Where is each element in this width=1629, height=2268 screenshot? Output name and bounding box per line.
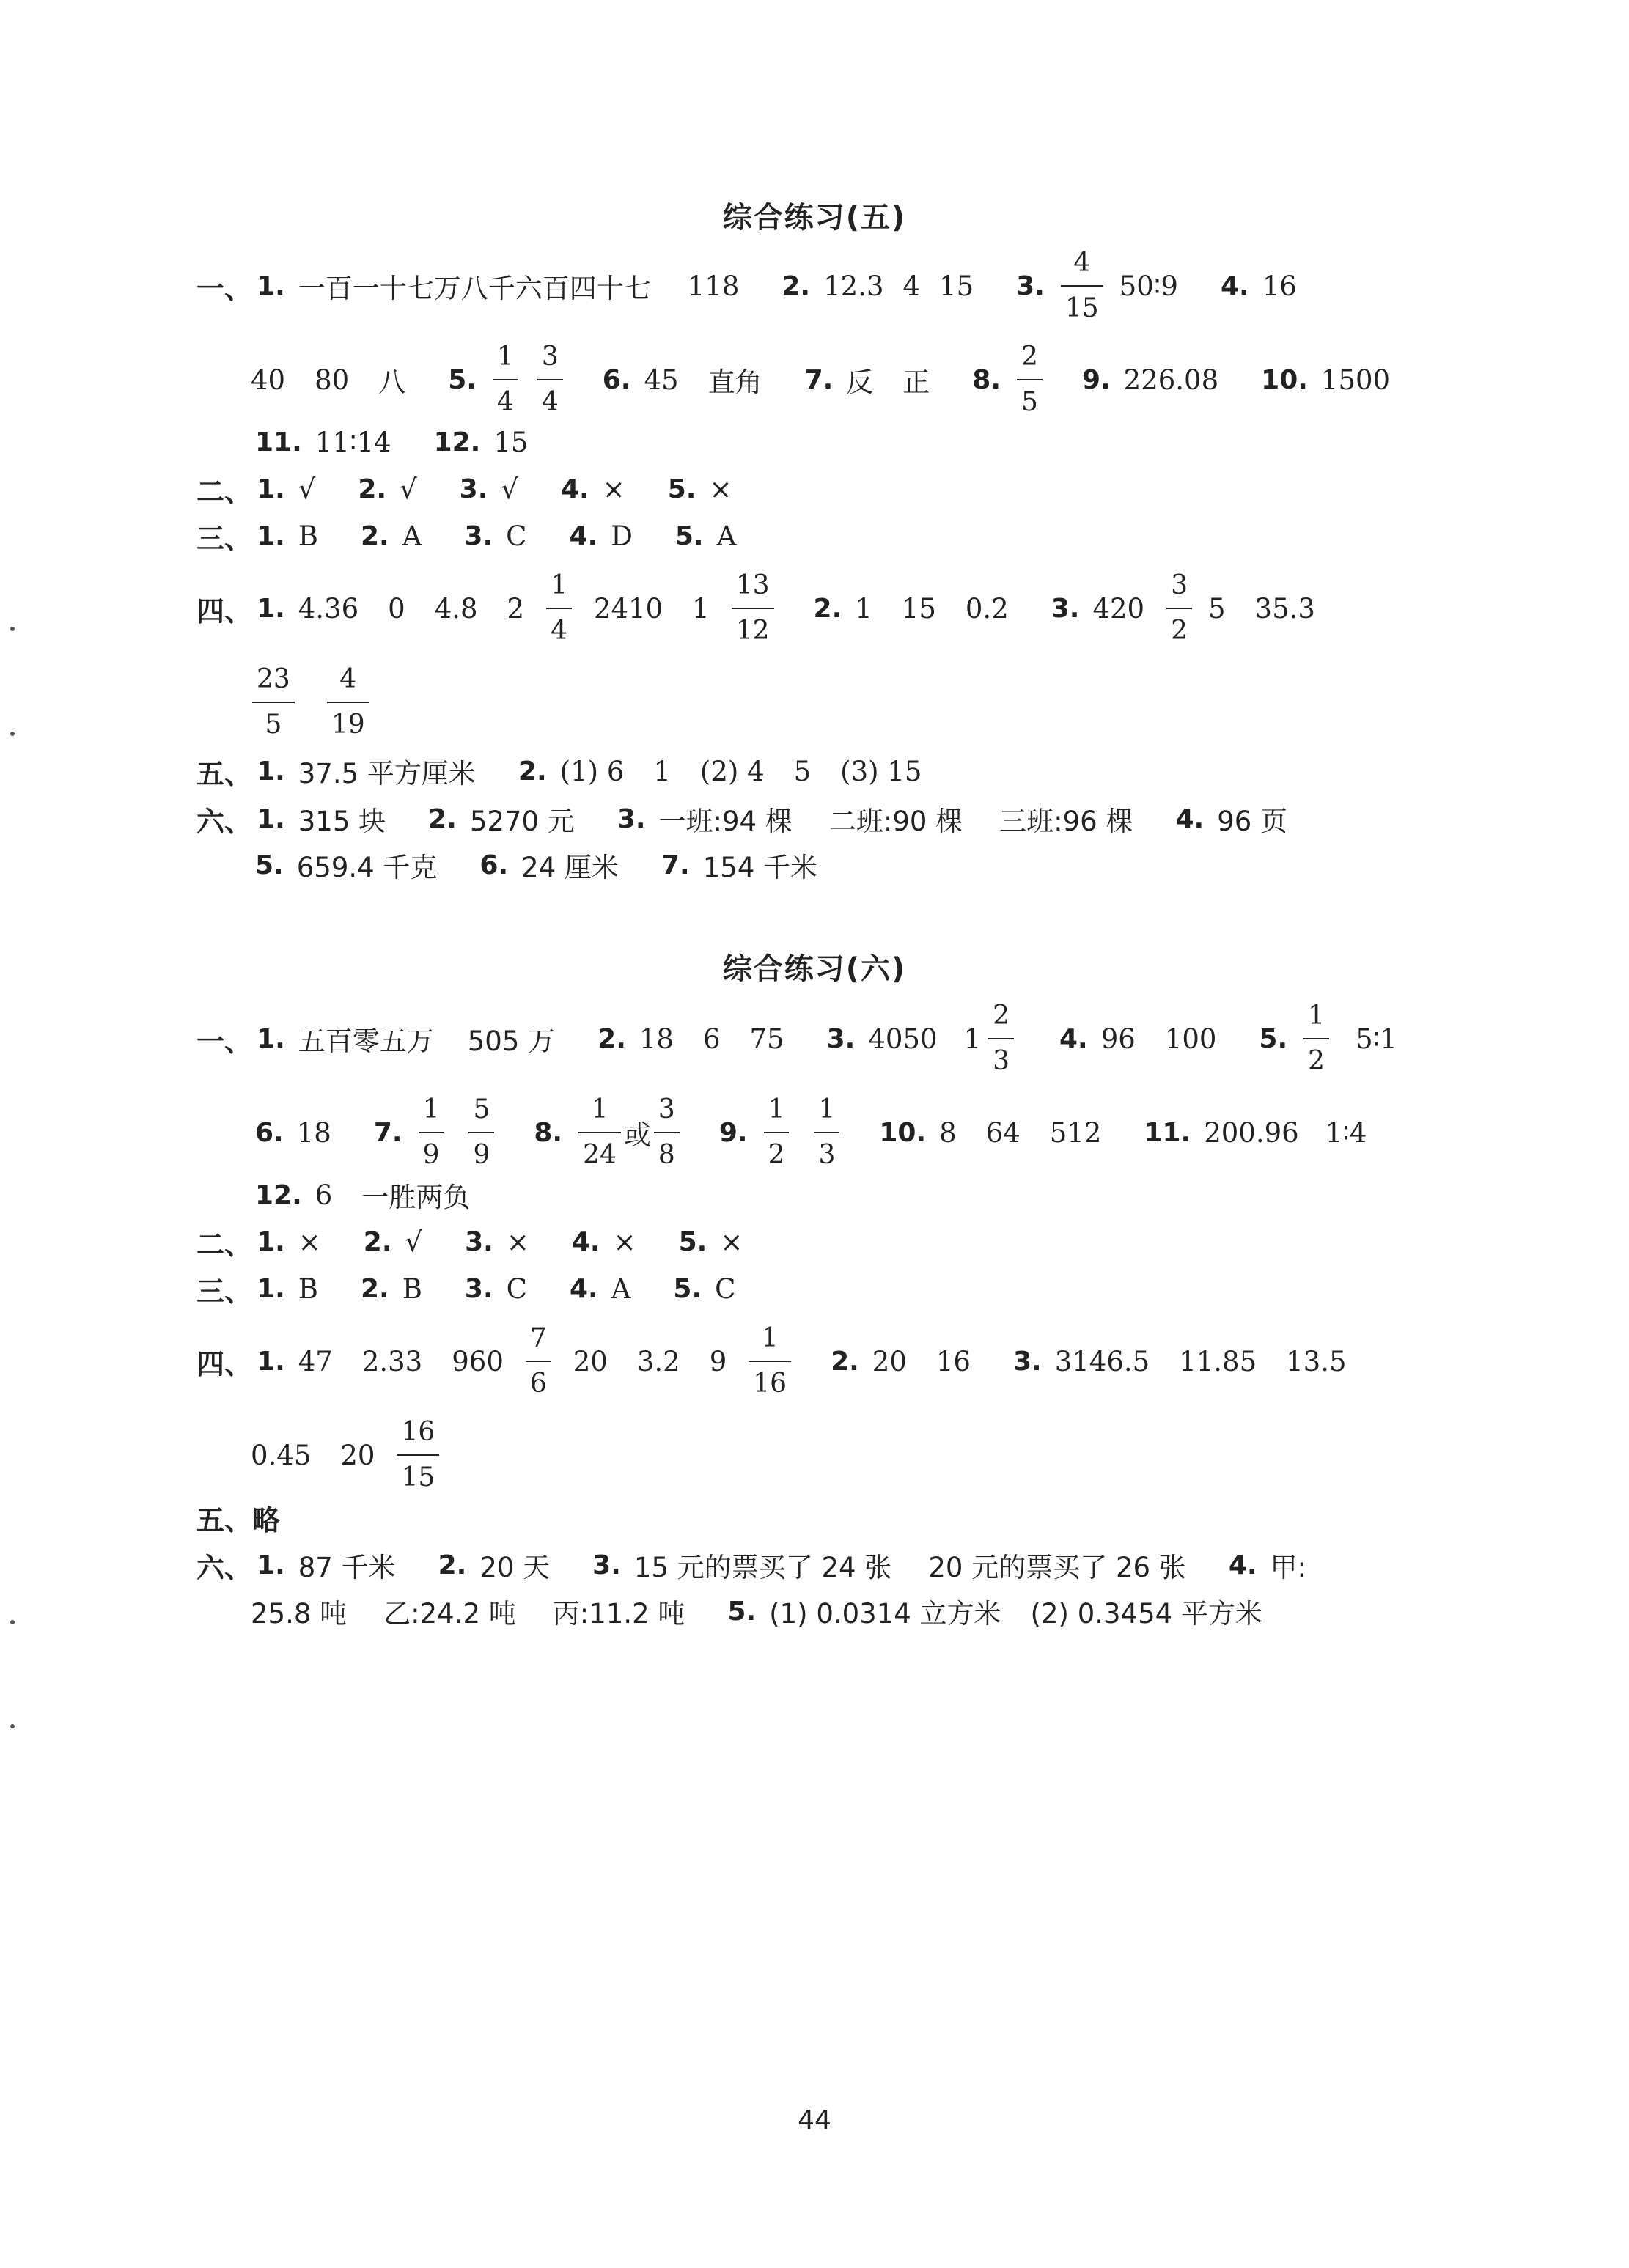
fraction: [546, 572, 572, 644]
fraction: [397, 1419, 439, 1491]
q-num: 5.: [673, 1273, 702, 1304]
answer: 13.5: [1286, 1345, 1347, 1377]
answer: C: [506, 520, 527, 552]
answer: 18: [639, 1023, 674, 1055]
answer: 6: [315, 1179, 333, 1211]
q-num: 5.: [674, 520, 704, 551]
q-num: 1.: [257, 756, 285, 787]
denominator: 4: [551, 616, 567, 646]
answer: 5: [1208, 592, 1226, 625]
part-label: 六、: [196, 1551, 253, 1584]
answer: 6: [702, 1023, 721, 1055]
numerator: 2: [1021, 342, 1038, 372]
or-word: 或: [623, 1119, 651, 1151]
s2-row-word-problems-cont: [251, 1589, 1281, 1633]
numerator: 2: [993, 1001, 1010, 1031]
q-num: 3.: [617, 803, 646, 834]
q-num: 3.: [1016, 270, 1045, 301]
answer: 80: [315, 364, 350, 396]
answer: 25.8 吨: [251, 1598, 348, 1630]
numerator: 1: [761, 1323, 779, 1353]
q-num: 1.: [257, 270, 285, 301]
q-num: 1.: [257, 803, 285, 834]
answer: 505 万: [467, 1026, 556, 1057]
q-num: 3.: [459, 474, 488, 504]
q-num: 5.: [1259, 1023, 1288, 1054]
part-label: 一、: [196, 272, 253, 305]
answer: 15: [901, 592, 936, 625]
answer: 20: [340, 1439, 375, 1471]
q-num: 8.: [972, 364, 1001, 395]
numerator: 7: [529, 1323, 547, 1353]
answer: 略: [252, 1503, 281, 1536]
part-label: 五、: [196, 757, 253, 790]
answer: 20 元的票买了 26 张: [928, 1552, 1186, 1583]
answer: 87 千米: [298, 1552, 396, 1583]
answer: 甲:: [1270, 1552, 1307, 1583]
q-num: 10.: [879, 1117, 927, 1148]
answer: 20 天: [479, 1552, 551, 1583]
answer: 0.45: [251, 1439, 312, 1471]
fraction: [327, 666, 369, 738]
q-num: 4.: [560, 474, 589, 504]
q-num: 1.: [257, 520, 285, 551]
answer: 4.36: [298, 592, 359, 625]
answer: 0.2: [965, 592, 1009, 625]
s2-row-choice: [196, 1267, 754, 1311]
part-label: 二、: [196, 475, 253, 508]
part-label: 三、: [196, 1275, 253, 1308]
answer: (2) 4: [699, 755, 765, 787]
answer: 丙:11.2 吨: [552, 1598, 685, 1630]
numerator: 4: [339, 664, 357, 694]
answer: 154 千米: [702, 852, 818, 883]
answer: (3) 15: [840, 755, 922, 787]
answer: 2.33: [361, 1345, 423, 1377]
answer: 16: [935, 1345, 971, 1377]
denominator: 8: [658, 1140, 675, 1170]
q-num: 4.: [571, 1226, 600, 1257]
answer: 一百一十七万八千六百四十七: [298, 273, 651, 304]
s1-row-word-problems: [196, 797, 1306, 841]
cross-mark: ×: [720, 1226, 743, 1258]
answer: 乙:24.2 吨: [383, 1598, 516, 1630]
part-label: 四、: [196, 594, 253, 627]
denominator: 2: [1171, 616, 1188, 646]
answer: 50∶9: [1119, 270, 1178, 302]
answer: 5270 元: [469, 806, 575, 837]
answer: 226.08: [1123, 364, 1219, 396]
denominator: 24: [583, 1140, 617, 1170]
answer: 37.5 平方厘米: [298, 758, 476, 789]
answer: 直角: [707, 367, 762, 398]
check-mark: √: [501, 473, 518, 505]
q-num: 4.: [1059, 1023, 1088, 1054]
answer: 一班:94 棵: [658, 806, 793, 837]
part-label: 六、: [196, 805, 253, 838]
answer: 75: [749, 1023, 784, 1055]
numerator: 3: [1171, 570, 1188, 600]
numerator: 4: [1073, 248, 1091, 278]
answer: 20: [573, 1345, 608, 1377]
numerator: 1: [591, 1094, 608, 1124]
scan-dot: [10, 627, 15, 631]
q-num: 7.: [373, 1117, 402, 1148]
answer: 1500: [1320, 364, 1391, 396]
check-mark: √: [405, 1226, 423, 1258]
q-num: 5.: [255, 850, 284, 880]
answer: 八: [378, 367, 406, 398]
answer: 11∶14: [315, 426, 391, 458]
q-num: 2.: [782, 270, 811, 301]
q-num: 1.: [257, 1273, 285, 1304]
q-num: 5.: [727, 1596, 757, 1627]
q-num: 9.: [718, 1117, 748, 1148]
q-num: 3.: [1051, 593, 1080, 624]
answer: 8: [939, 1116, 957, 1149]
answer: 47: [298, 1345, 333, 1377]
numerator: 5: [473, 1094, 490, 1124]
numerator: 1: [768, 1094, 785, 1124]
q-num: 6.: [602, 364, 631, 395]
fraction: [988, 1003, 1014, 1075]
answer: 18: [296, 1116, 331, 1149]
numerator: 1: [496, 342, 514, 372]
fraction: [1166, 572, 1192, 644]
check-mark: √: [298, 473, 316, 505]
answer: 2410: [593, 592, 663, 625]
fraction: [419, 1094, 444, 1170]
answer: 三班:96 棵: [999, 806, 1133, 837]
answer: 2: [507, 592, 525, 625]
q-num: 3.: [464, 520, 493, 551]
q-num: 3.: [1012, 1346, 1042, 1377]
answer: 45: [644, 364, 679, 396]
check-mark: √: [400, 473, 417, 505]
part-label: 一、: [196, 1025, 253, 1058]
answer: 3.2: [636, 1345, 680, 1377]
answer: 1: [855, 592, 872, 625]
denominator: 9: [473, 1140, 490, 1170]
q-num: 4.: [1175, 803, 1205, 834]
answer: D: [611, 520, 633, 552]
q-num: 5.: [448, 364, 477, 395]
fraction: [493, 344, 518, 416]
cross-mark: ×: [613, 1226, 636, 1258]
denominator: 3: [818, 1140, 836, 1170]
section-title-5: 综合练习(五): [722, 201, 907, 235]
q-num: 8.: [534, 1117, 563, 1148]
part-label: 四、: [196, 1347, 253, 1380]
answer: C: [506, 1273, 527, 1305]
answer: A: [402, 520, 422, 552]
fraction: [749, 1325, 791, 1397]
answer: 一胜两负: [361, 1182, 471, 1213]
answer: 二班:90 棵: [828, 806, 963, 837]
answer: 16: [1262, 270, 1297, 302]
q-num: 2.: [360, 520, 389, 551]
q-num: 4.: [1228, 1550, 1257, 1580]
cross-mark: ×: [298, 1226, 321, 1258]
s2-row-1: [196, 991, 1416, 1086]
fraction: [1061, 250, 1103, 322]
q-num: 4.: [569, 520, 598, 551]
denominator: 5: [265, 710, 282, 740]
q-num: 2.: [360, 1273, 389, 1304]
q-num: 2.: [518, 756, 547, 787]
fraction: [764, 1094, 790, 1170]
answer: 1: [692, 592, 710, 625]
q-num: 2.: [438, 1550, 467, 1580]
q-num: 2.: [358, 474, 387, 504]
answer: B: [402, 1273, 422, 1305]
q-num: 1.: [257, 593, 285, 624]
denominator: 16: [753, 1369, 787, 1399]
q-num: 3.: [826, 1023, 856, 1054]
answer: 12.3: [823, 270, 884, 302]
q-num: 1.: [257, 1346, 285, 1377]
numerator: 23: [257, 664, 290, 694]
part-label: 二、: [196, 1228, 253, 1261]
q-num: 1.: [257, 1226, 285, 1257]
mixed-number: [964, 1003, 1030, 1075]
answer: 35.3: [1254, 592, 1315, 625]
answer: 反: [846, 367, 874, 398]
q-num: 12.: [255, 1179, 302, 1210]
fraction: [1017, 344, 1043, 416]
denominator: 4: [541, 387, 559, 417]
fraction: [654, 1094, 680, 1170]
denominator: 12: [735, 616, 770, 646]
scan-dot: [10, 732, 15, 736]
s2-row-geometry: [196, 1495, 280, 1539]
answer: 20: [872, 1345, 907, 1377]
section-title-6: 综合练习(六): [722, 952, 907, 986]
q-num: 3.: [592, 1550, 621, 1580]
answer: (2) 0.3454 平方米: [1030, 1598, 1262, 1630]
answer: 512: [1049, 1116, 1102, 1149]
numerator: 3: [658, 1094, 675, 1124]
scan-dot: [10, 1620, 15, 1624]
part-label: 五、: [196, 1503, 253, 1536]
answer: 11.85: [1179, 1345, 1257, 1377]
q-num: 4.: [569, 1273, 598, 1304]
answer: 659.4 千克: [296, 852, 438, 883]
answer: 960: [452, 1345, 504, 1377]
numerator: 3: [541, 342, 559, 372]
answer: 96 页: [1217, 806, 1288, 837]
answer: 1∶4: [1325, 1116, 1367, 1149]
answer: B: [298, 1273, 318, 1305]
answer: 4: [902, 270, 921, 302]
numerator: 13: [735, 570, 770, 600]
s2-row-true-false: [196, 1220, 762, 1264]
denominator: 2: [1308, 1046, 1325, 1076]
answer: 315 块: [298, 806, 386, 837]
cross-mark: ×: [709, 473, 732, 505]
answer: 五百零五万: [298, 1026, 434, 1057]
fraction: [732, 572, 774, 644]
q-num: 11.: [1144, 1117, 1191, 1148]
whole: 1: [963, 1023, 982, 1055]
q-num: 11.: [255, 427, 302, 457]
numerator: 1: [1308, 1001, 1325, 1031]
q-num: 6.: [255, 1117, 284, 1148]
q-num: 4.: [1220, 270, 1249, 301]
answer: 1: [653, 755, 671, 787]
page-number: 44: [798, 2105, 831, 2135]
answer: 40: [251, 364, 286, 396]
s1-row-geometry: [196, 749, 941, 793]
answer: 100: [1164, 1023, 1217, 1055]
q-num: 7.: [661, 850, 690, 880]
fraction: [814, 1094, 839, 1170]
fraction: [252, 666, 295, 738]
numerator: 16: [401, 1417, 435, 1447]
answer: (1) 6: [559, 755, 625, 787]
cross-mark: ×: [602, 473, 625, 505]
answer: 64: [985, 1116, 1021, 1149]
denominator: 15: [1064, 293, 1099, 323]
denominator: 2: [768, 1140, 785, 1170]
s2-row-word-problems: [196, 1543, 1325, 1587]
part-label: 三、: [196, 522, 253, 555]
q-num: 12.: [433, 427, 481, 457]
s1-row-true-false: [196, 467, 751, 511]
answer: B: [298, 520, 318, 552]
q-num: 6.: [479, 850, 509, 880]
q-num: 7.: [804, 364, 834, 395]
answer: C: [715, 1273, 736, 1305]
s2-row-calc-cont: [251, 1407, 455, 1503]
denominator: 4: [496, 387, 514, 417]
s2-row-calc: [196, 1314, 1366, 1409]
answer: A: [716, 520, 737, 552]
denominator: 15: [401, 1462, 435, 1492]
answer: 9: [709, 1345, 727, 1377]
s1-row-choice: [196, 514, 755, 558]
fraction: [537, 344, 563, 416]
q-num: 1.: [257, 1550, 285, 1580]
answer: 3146.5: [1054, 1345, 1150, 1377]
answer: 118: [687, 270, 740, 302]
q-num: 2.: [363, 1226, 392, 1257]
s1-row-1: [196, 238, 1316, 334]
s2-row-3: [251, 1173, 489, 1217]
s1-row-word-problems-cont: [251, 843, 836, 887]
q-num: 1.: [257, 1023, 285, 1054]
fraction: [578, 1094, 621, 1170]
s1-row-3: [251, 420, 547, 464]
fraction: [1303, 1003, 1329, 1075]
q-num: 1.: [257, 474, 285, 504]
denominator: 3: [993, 1046, 1010, 1076]
answer: 正: [902, 367, 930, 398]
s1-row-fractions: [249, 655, 386, 750]
answer: 4050: [868, 1023, 938, 1055]
numerator: 1: [818, 1094, 836, 1124]
q-num: 5.: [667, 474, 696, 504]
denominator: 5: [1021, 387, 1038, 417]
answer: 96: [1100, 1023, 1136, 1055]
answer: 15: [939, 270, 974, 302]
fraction: [468, 1094, 494, 1170]
answer: 200.96: [1204, 1116, 1299, 1149]
s1-row-2: [251, 332, 1409, 427]
numerator: 1: [551, 570, 567, 600]
answer: 4.8: [434, 592, 478, 625]
q-num: 3.: [465, 1226, 493, 1257]
q-num: 10.: [1261, 364, 1308, 395]
denominator: 6: [529, 1369, 547, 1399]
answer: 420: [1092, 592, 1145, 625]
q-num: 9.: [1081, 364, 1111, 395]
answer: 15 元的票买了 24 张: [633, 1552, 892, 1583]
fraction: [526, 1325, 551, 1397]
answer: 5: [793, 755, 812, 787]
q-num: 2.: [813, 593, 842, 624]
answer: 5∶1: [1356, 1023, 1397, 1055]
q-num: 2.: [428, 803, 457, 834]
denominator: 9: [422, 1140, 440, 1170]
scan-dot: [10, 1724, 15, 1728]
cross-mark: ×: [506, 1226, 529, 1258]
s2-row-2: [251, 1085, 1386, 1180]
answer: (1) 0.0314 立方米: [769, 1598, 1001, 1630]
answer: A: [611, 1273, 631, 1305]
answer: 0: [388, 592, 405, 625]
answer: 24 厘米: [521, 852, 619, 883]
s1-row-calc: [196, 561, 1334, 656]
answer: 15: [493, 426, 529, 458]
denominator: 19: [331, 710, 365, 740]
q-num: 3.: [464, 1273, 493, 1304]
numerator: 1: [422, 1094, 440, 1124]
q-num: 5.: [678, 1226, 707, 1257]
q-num: 2.: [831, 1346, 859, 1377]
q-num: 2.: [597, 1023, 626, 1054]
